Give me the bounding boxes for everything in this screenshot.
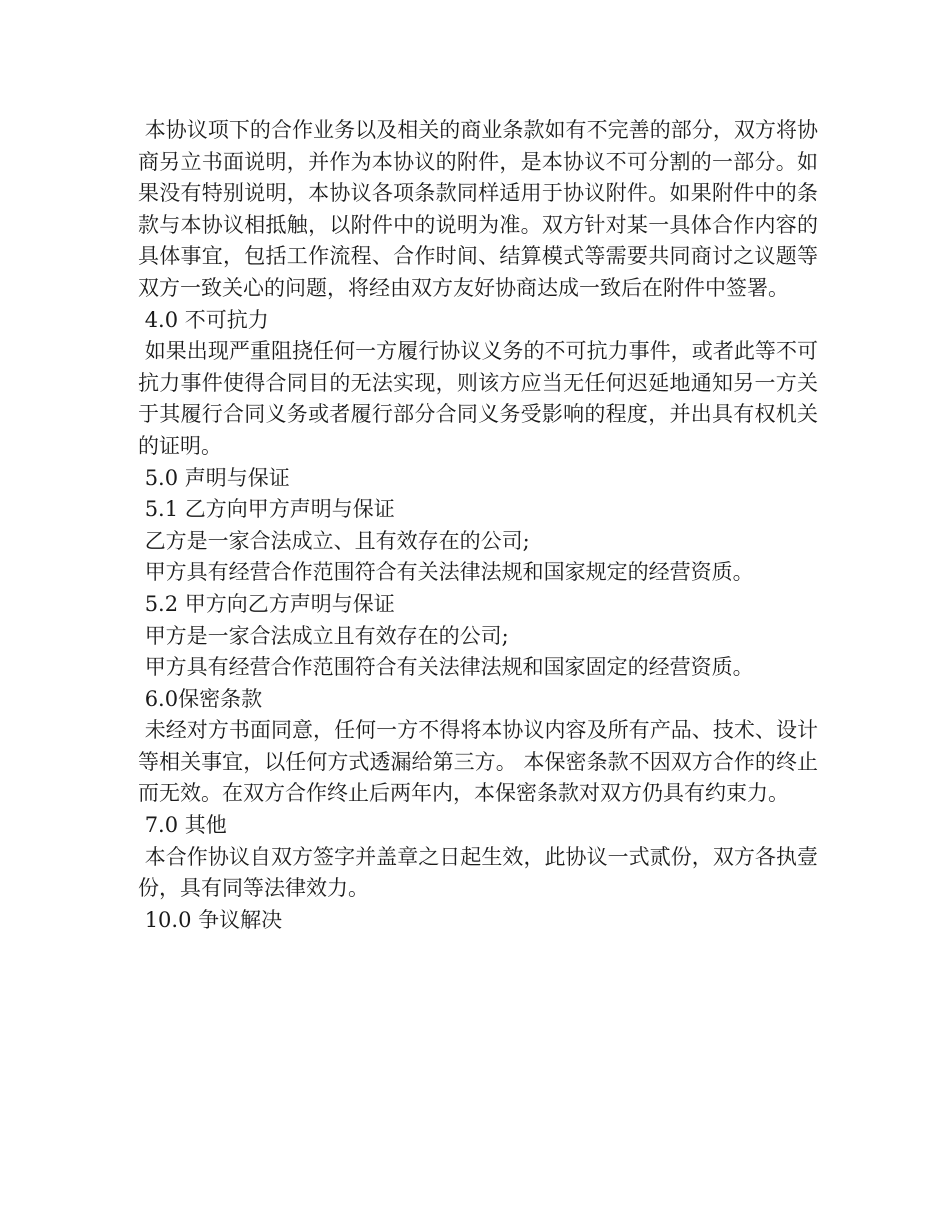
heading-other: 7.0 其他	[138, 813, 227, 838]
heading-force-majeure: 4.0 不可抗力	[138, 307, 269, 332]
document-body	[138, 115, 818, 936]
heading-confidentiality: 6.0保密条款	[138, 686, 263, 711]
paragraph-force-majeure: 如果出现严重阻挠任何一方履行协议义务的不可抗力事件，或者此等不可抗力事件使得合同目的无法实现，则该方应当无任何迟延地通知另一方关于其履行合同义务或者履行部分合同义务受影响的程度，并出具有权机关的证明。	[138, 339, 818, 458]
paragraph-party-a-qualification: 甲方具有经营合作范围符合有关法律法规和国家固定的经营资质。	[138, 655, 754, 680]
paragraph-party-b-qualification: 甲方具有经营合作范围符合有关法律法规和国家规定的经营资质。	[138, 560, 754, 585]
heading-dispute-resolution: 10.0 争议解决	[138, 907, 283, 932]
paragraph-appendix-terms: 本协议项下的合作业务以及相关的商业条款如有不完善的部分，双方将协商另立书面说明，并作为本协议的附件，是本协议不可分割的一部分。如果没有特别说明，本协议各项条款同样适用于协议附件。如果附件中的条款与本协议相抵触，以附件中的说明为准。双方针对某一具体合作内容的具体事宜，包括工作流程、合作时间、结算模式等需要共同商讨之议题等双方一致关心的问题，将经由双方友好协商达成一致后在附件中签署。	[138, 118, 818, 300]
paragraph-effectiveness: 本合作协议自双方签字并盖章之日起生效，此协议一式贰份，双方各执壹份，具有同等法律效力。	[138, 844, 818, 901]
paragraph-confidentiality: 未经对方书面同意，任何一方不得将本协议内容及所有产品、技术、设计等相关事宜，以任何方式透漏给第三方。 本保密条款不因双方合作的终止而无效。在双方合作终止后两年内，本保密条款对双方仍具有约束力。	[138, 718, 818, 806]
heading-party-b-representations: 5.1 乙方向甲方声明与保证	[138, 497, 395, 522]
heading-party-a-representations: 5.2 甲方向乙方声明与保证	[138, 591, 395, 616]
heading-representations: 5.0 声明与保证	[138, 465, 290, 490]
paragraph-party-a-company: 甲方是一家合法成立且有效存在的公司;	[138, 623, 509, 648]
paragraph-party-b-company: 乙方是一家合法成立、且有效存在的公司;	[138, 528, 530, 553]
